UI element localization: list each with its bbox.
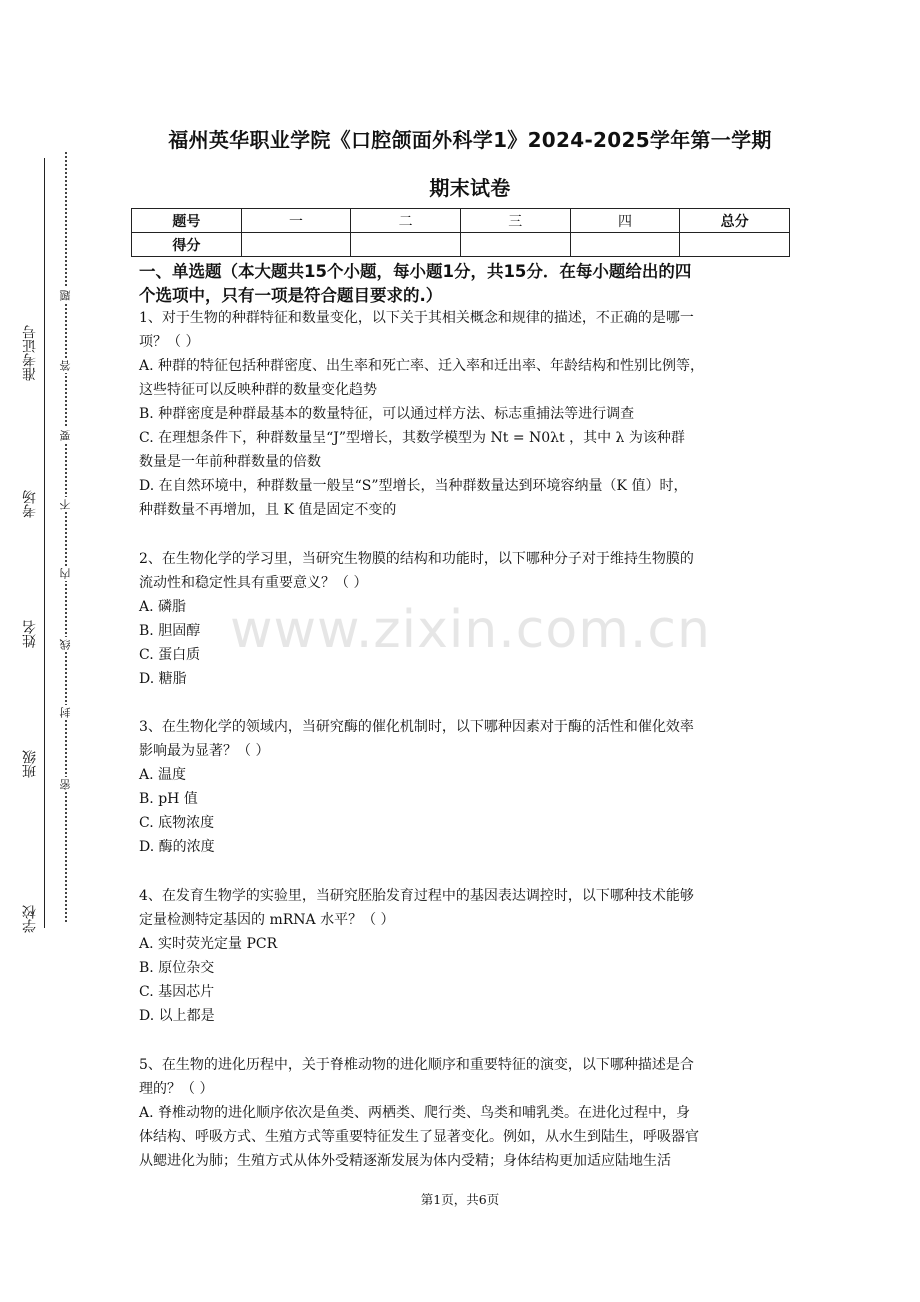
option-d: D. 糖脂 — [139, 671, 187, 687]
score-input-cell — [460, 233, 570, 257]
question-stem: 1、对于生物的种群特征和数量变化，以下关于其相关概念和规律的描述，不正确的是哪一 — [139, 310, 694, 326]
question-stem: 定量检测特定基因的 mRNA 水平？（ ） — [139, 912, 395, 928]
admission-number-label: 准考证号 — [22, 325, 38, 381]
question-5 — [139, 1053, 784, 1173]
question-stem: 2、在生物化学的学习里，当研究生物膜的结构和功能时，以下哪种分子对于维持生物膜的 — [139, 551, 694, 567]
option-a: A. 脊椎动物的进化顺序依次是鱼类、两栖类、爬行类、鸟类和哺乳类。在进化过程中，身 — [139, 1105, 691, 1121]
seal-char: 封 — [59, 707, 72, 718]
question-stem: 项？（ ） — [139, 334, 200, 350]
score-cell: 三 — [460, 209, 570, 233]
binding-solid-line — [44, 158, 45, 928]
option-c: C. 底物浓度 — [139, 815, 215, 831]
option-a: A. 实时荧光定量 PCR — [139, 936, 278, 952]
option-a: 体结构、呼吸方式、生殖方式等重要特征发生了显著变化。例如，从水生到陆生，呼吸器官 — [139, 1129, 699, 1145]
seal-char: 密 — [59, 779, 72, 790]
name-label: 姓名 — [22, 620, 38, 648]
option-b: B. 胆固醇 — [139, 623, 201, 639]
question-1 — [139, 306, 784, 522]
option-b: B. 原位杂交 — [139, 960, 215, 976]
score-table-header-row — [132, 209, 790, 233]
question-4 — [139, 884, 784, 1028]
score-input-cell — [351, 233, 461, 257]
score-cell: 题号 — [132, 209, 242, 233]
option-d: 种群数量不再增加，且 K 值是固定不变的 — [139, 502, 397, 518]
seal-char: 线 — [59, 639, 72, 650]
option-a: 这些特征可以反映种群的数量变化趋势 — [139, 382, 377, 398]
option-a: A. 磷脂 — [139, 599, 187, 615]
school-label: 学校 — [22, 905, 38, 933]
score-input-cell — [680, 233, 790, 257]
score-input-cell — [241, 233, 351, 257]
score-table — [131, 208, 790, 257]
score-input-cell — [570, 233, 680, 257]
option-d: D. 酶的浓度 — [139, 839, 215, 855]
option-c: C. 基因芯片 — [139, 984, 215, 1000]
question-stem: 流动性和稳定性具有重要意义？（ ） — [139, 575, 368, 591]
seal-char: 内 — [59, 568, 72, 579]
option-c: C. 在理想条件下，种群数量呈“J”型增长，其数学模型为 Nt = N0λt ，其中 λ 为该种群 — [139, 430, 685, 446]
binding-dotted-line — [65, 152, 67, 922]
option-a: 从鳃进化为肺；生殖方式从体外受精逐渐发展为体内受精；身体结构更加适应陆地生活 — [139, 1153, 671, 1169]
option-c: C. 蛋白质 — [139, 647, 201, 663]
score-cell: 二 — [351, 209, 461, 233]
question-stem: 3、在生物化学的领域内，当研究酶的催化机制时，以下哪种因素对于酶的活性和催化效率 — [139, 719, 694, 735]
score-table-score-row — [132, 233, 790, 257]
option-a: A. 种群的特征包括种群密度、出生率和死亡率、迁入率和迁出率、年龄结构和性别比例等， — [139, 358, 705, 374]
section-heading: 一、单选题（本大题共15个小题，每小题1分，共15分．在每小题给出的四 个选项中，只有一项是符合题目要求的.） — [139, 262, 692, 305]
seal-char: 要 — [59, 430, 72, 441]
question-stem: 5、在生物的进化历程中，关于脊椎动物的进化顺序和重要特征的演变，以下哪种描述是合 — [139, 1057, 694, 1073]
seal-char: 不 — [59, 499, 72, 510]
option-a: A. 温度 — [139, 767, 187, 783]
page-number: 第1页，共6页 — [420, 1192, 500, 1207]
option-b: B. 种群密度是种群最基本的数量特征，可以通过样方法、标志重捕法等进行调查 — [139, 406, 635, 422]
question-stem: 理的？（ ） — [139, 1081, 214, 1097]
exam-room-label: 考场 — [22, 490, 38, 518]
score-cell: 一 — [241, 209, 351, 233]
question-3 — [139, 715, 784, 859]
watermark: www.zixin.com.cn — [230, 600, 711, 660]
seal-char: 答 — [59, 360, 72, 371]
exam-subtitle: 期末试卷 — [429, 176, 511, 200]
question-stem: 影响最为显著？（ ） — [139, 743, 270, 759]
option-d: D. 以上都是 — [139, 1008, 215, 1024]
question-stem: 4、在发育生物学的实验里，当研究胚胎发育过程中的基因表达调控时，以下哪种技术能够 — [139, 888, 694, 904]
option-d: D. 在自然环境中，种群数量一般呈“S”型增长，当种群数量达到环境容纳量（K 值）时， — [139, 478, 688, 494]
option-b: B. pH 值 — [139, 791, 198, 807]
exam-title: 福州英华职业学院《口腔颌面外科学1》2024-2025学年第一学期 — [168, 128, 772, 152]
score-cell: 得分 — [132, 233, 242, 257]
seal-char: 题 — [59, 290, 72, 301]
class-label: 班级 — [22, 750, 38, 778]
score-cell: 总分 — [680, 209, 790, 233]
option-c: 数量是一年前种群数量的倍数 — [139, 454, 321, 470]
score-cell: 四 — [570, 209, 680, 233]
